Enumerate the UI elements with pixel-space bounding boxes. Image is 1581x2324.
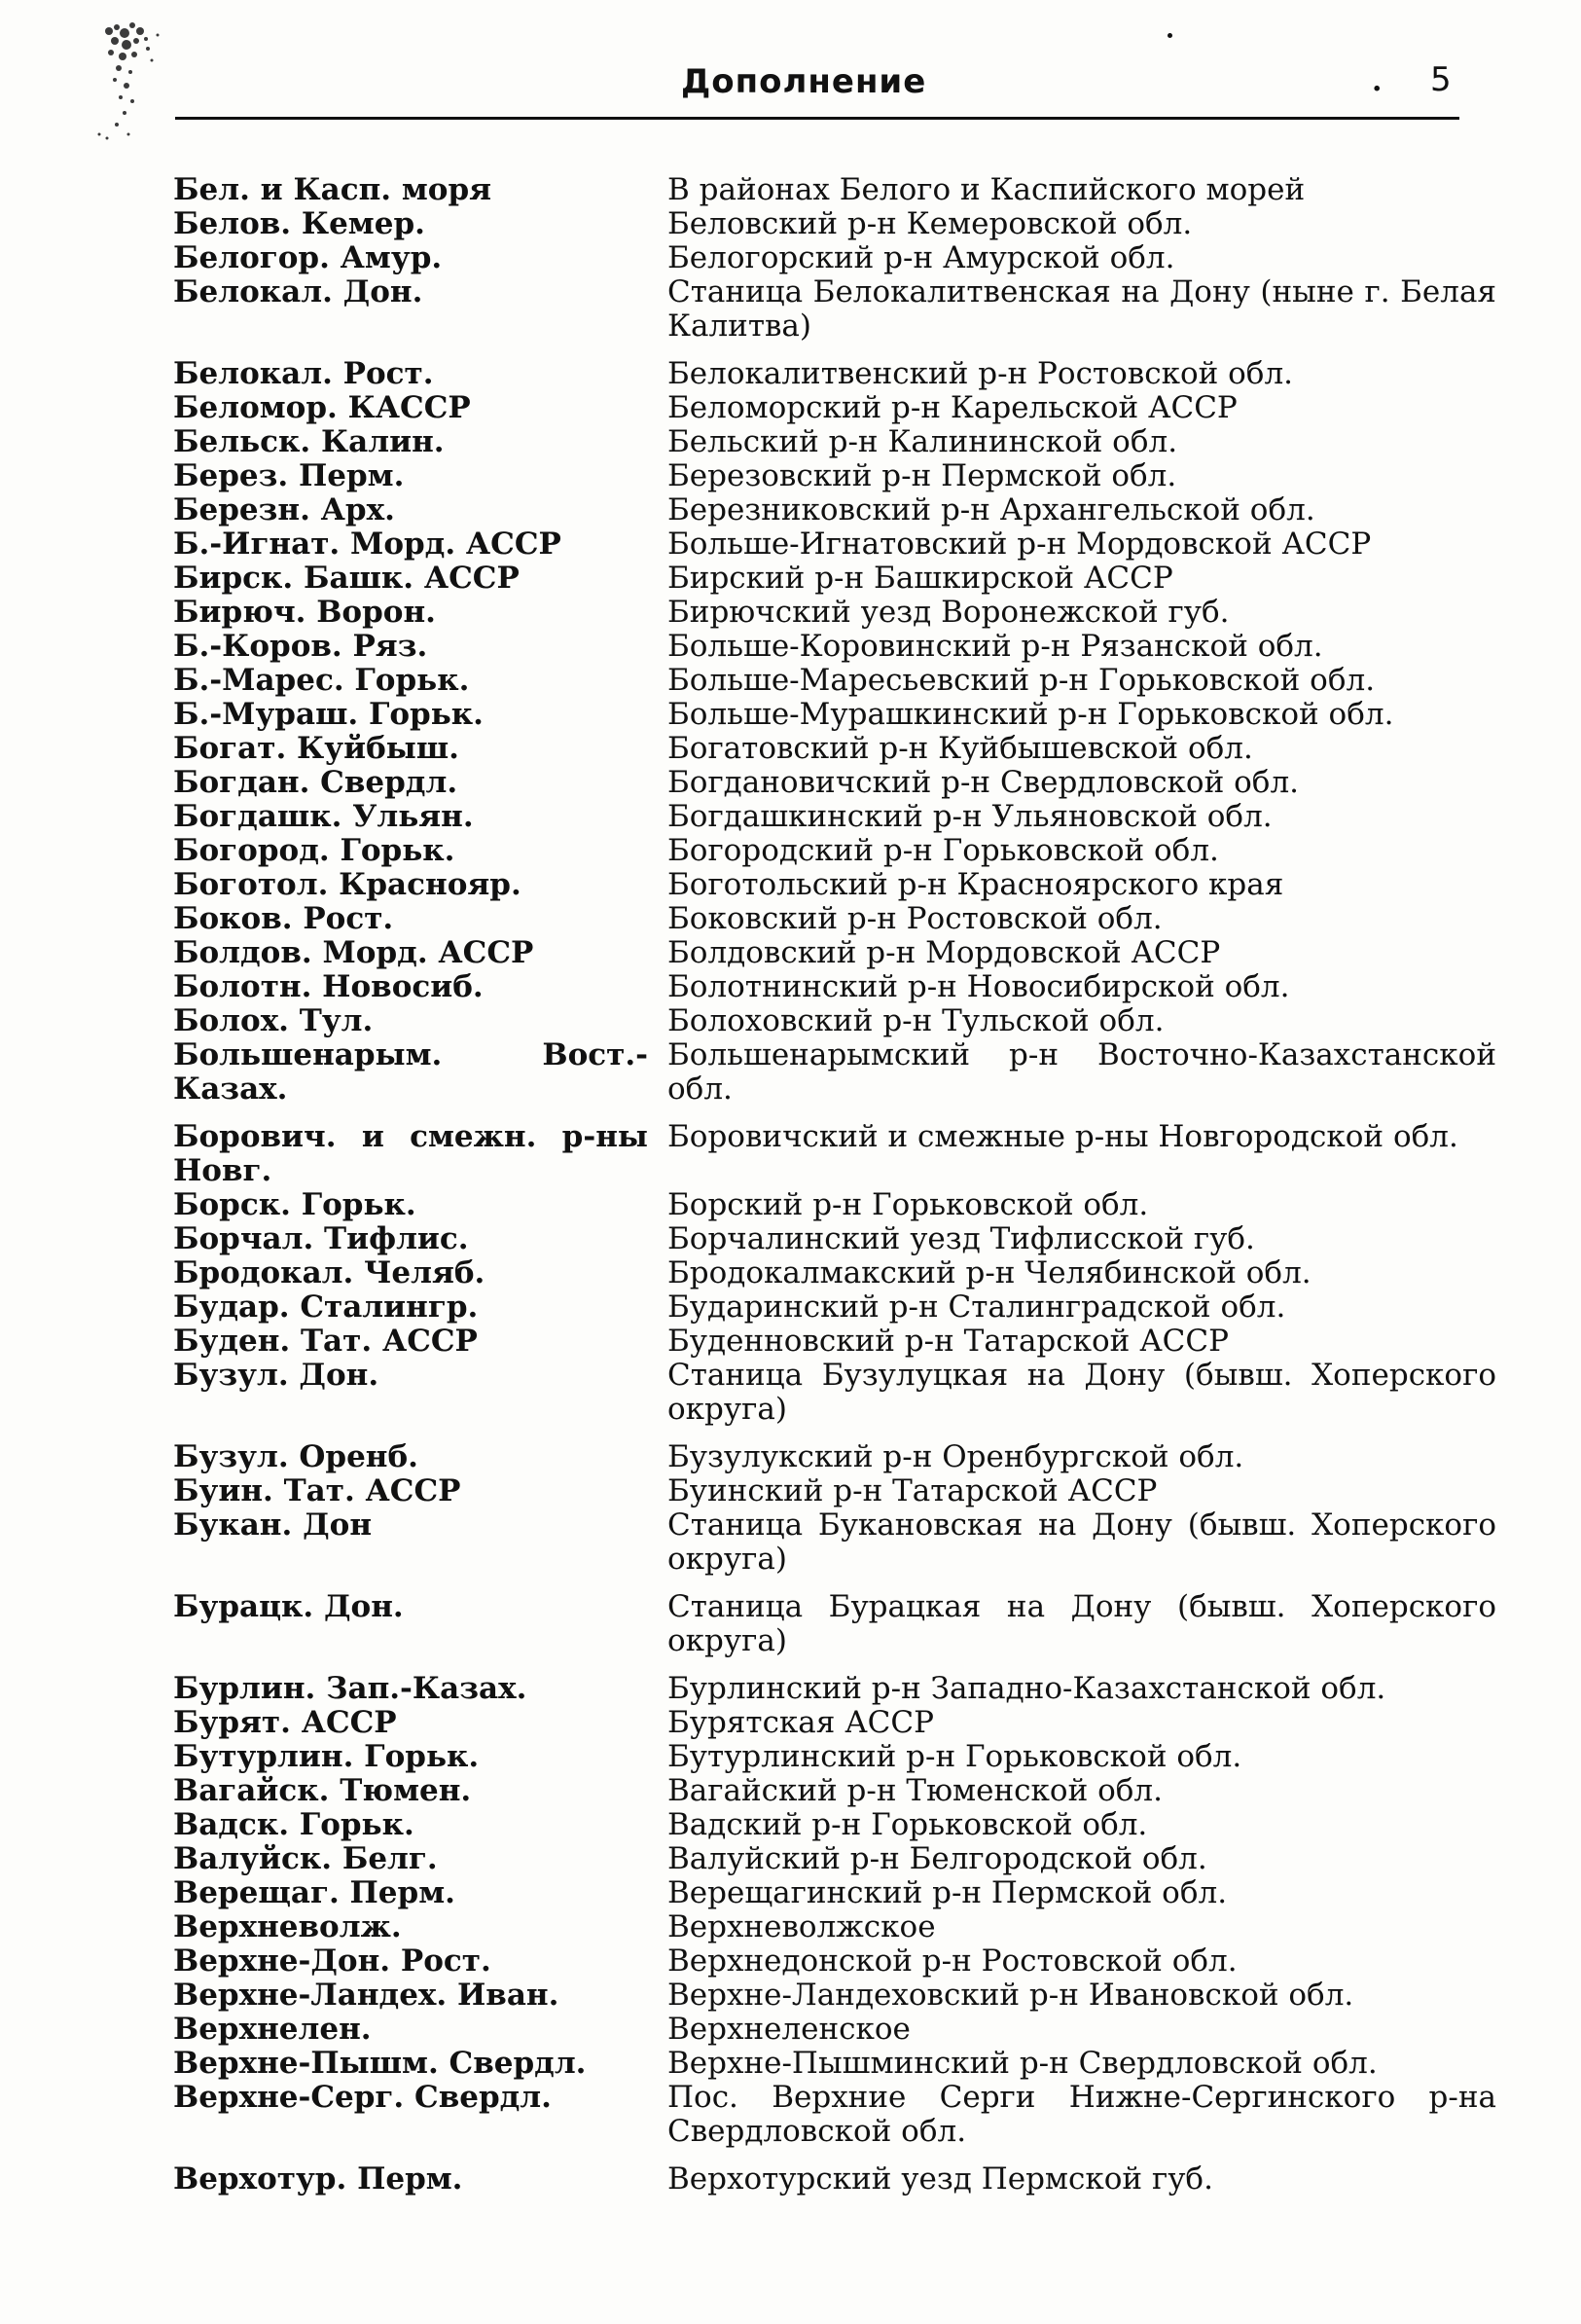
- entry-abbreviation: Белокал. Дон.: [173, 274, 423, 309]
- list-item: [173, 800, 1496, 834]
- entry-expansion: Березовский р-н Пермской обл.: [667, 458, 1177, 493]
- entry-expansion: Вагайский р-н Тюменской обл.: [667, 1773, 1163, 1808]
- entry-abbreviation: Беломор. КАССР: [173, 390, 471, 425]
- list-item: [173, 1508, 1496, 1577]
- entry-expansion: Верещагинский р-н Пермской обл.: [667, 1875, 1228, 1910]
- entry-abbreviation: Вадск. Горьк.: [173, 1807, 414, 1842]
- entry-abbreviation: Вагайск. Тюмен.: [173, 1773, 472, 1808]
- list-item: [173, 834, 1496, 868]
- list-item: [173, 1188, 1496, 1222]
- entry-abbreviation: Болох. Тул.: [173, 1003, 374, 1038]
- page-header: [175, 58, 1459, 119]
- entry-expansion: Боровичский и смежные р-ны Новгородской обл.: [667, 1119, 1458, 1154]
- list-item: [173, 493, 1496, 527]
- entry-expansion: Верхнеленское: [667, 2012, 911, 2047]
- list-item: [173, 1256, 1496, 1290]
- entry-abbreviation: Б.-Коров. Ряз.: [173, 629, 428, 664]
- entry-abbreviation: Болдов. Морд. АССР: [173, 935, 534, 970]
- entry-expansion: Бирский р-н Башкирской АССР: [667, 561, 1173, 596]
- list-item: [173, 1440, 1496, 1474]
- list-item: [173, 630, 1496, 664]
- entry-expansion: Бударинский р-н Сталинградской обл.: [667, 1289, 1286, 1325]
- entry-abbreviation: Бирск. Башк. АССР: [173, 561, 520, 596]
- entry-abbreviation: Верхневолж.: [173, 1909, 402, 1944]
- entry-abbreviation: Верещаг. Перм.: [173, 1875, 455, 1910]
- entry-expansion: Больше-Маресьевский р-н Горьковской обл.: [667, 663, 1376, 698]
- entry-abbreviation: Бурлин. Зап.-Казах.: [173, 1671, 527, 1706]
- abbreviation-list: [173, 173, 1496, 2197]
- entry-expansion: Буденновский р-н Татарской АССР: [667, 1324, 1229, 1359]
- list-item: [173, 902, 1496, 936]
- list-item: [173, 1842, 1496, 1876]
- entry-expansion: Валуйский р-н Белгородской обл.: [667, 1841, 1207, 1876]
- entry-expansion: Бродокалмакский р-н Челябинской обл.: [667, 1255, 1312, 1290]
- entry-abbreviation: Бутурлин. Горьк.: [173, 1739, 480, 1774]
- list-item: [173, 241, 1496, 275]
- list-item: [173, 1474, 1496, 1508]
- entry-abbreviation: Белогор. Амур.: [173, 240, 443, 275]
- list-item: [173, 1325, 1496, 1359]
- entry-abbreviation: Борчал. Тифлис.: [173, 1221, 469, 1256]
- entry-expansion: Больше-Игнатовский р-н Мордовской АССР: [667, 527, 1372, 562]
- entry-expansion: Белокалитвенский р-н Ростовской обл.: [667, 356, 1293, 391]
- list-item: [173, 527, 1496, 562]
- entry-expansion: Болдовский р-н Мордовской АССР: [667, 935, 1221, 970]
- list-item: [173, 596, 1496, 630]
- entry-expansion: Верхотурский уезд Пермской губ.: [667, 2161, 1213, 2197]
- entry-abbreviation: Будар. Сталингр.: [173, 1289, 479, 1325]
- entry-abbreviation: Березн. Арх.: [173, 492, 395, 527]
- entry-abbreviation: Белов. Кемер.: [173, 206, 425, 241]
- entry-expansion: Пос. Верхние Серги Нижне-Сергинского р-на Свердловской обл.: [667, 2080, 1496, 2149]
- entry-expansion: Станица Букановская на Дону (бывш. Хоперского округа): [667, 1507, 1496, 1577]
- entry-abbreviation: Буден. Тат. АССР: [173, 1324, 478, 1359]
- entry-expansion: Станица Белокалитвенская на Дону (ныне г. Белая Калитва): [667, 274, 1496, 344]
- entry-expansion: Болотнинский р-н Новосибирской обл.: [667, 969, 1290, 1004]
- entry-abbreviation: Бурят. АССР: [173, 1705, 397, 1740]
- entry-expansion: Бельский р-н Калининской обл.: [667, 424, 1178, 459]
- entry-abbreviation: Бузул. Дон.: [173, 1358, 379, 1393]
- header-rule: [175, 117, 1459, 120]
- entry-abbreviation: Б.-Марес. Горьк.: [173, 663, 470, 698]
- stray-ink-dot: [1168, 33, 1172, 38]
- list-item: [173, 1004, 1496, 1038]
- entry-expansion: В районах Белого и Каспийского морей: [667, 172, 1306, 207]
- list-item: [173, 275, 1496, 344]
- entry-expansion: Бутурлинский р-н Горьковской обл.: [667, 1739, 1242, 1774]
- entry-expansion: Борчалинский уезд Тифлисской губ.: [667, 1221, 1255, 1256]
- entry-expansion: Белогорский р-н Амурской обл.: [667, 240, 1175, 275]
- entry-abbreviation: Бирюч. Ворон.: [173, 595, 436, 630]
- entry-expansion: Большенарымский р-н Восточно-Казахстанской обл.: [667, 1037, 1496, 1107]
- list-item: [173, 562, 1496, 596]
- list-item: [173, 1290, 1496, 1325]
- entry-abbreviation: Богат. Куйбыш.: [173, 731, 459, 766]
- entry-abbreviation: Верхне-Дон. Рост.: [173, 1943, 491, 1979]
- list-item: [173, 207, 1496, 241]
- entry-abbreviation: Большенарым. Вост.-Казах.: [173, 1037, 648, 1107]
- entry-expansion: Богдашкинский р-н Ульяновской обл.: [667, 799, 1273, 834]
- entry-abbreviation: Боков. Рост.: [173, 901, 394, 936]
- entry-abbreviation: Верхне-Серг. Свердл.: [173, 2080, 552, 2115]
- list-item: [173, 391, 1496, 425]
- list-item: [173, 1740, 1496, 1774]
- entry-expansion: Больше-Коровинский р-н Рязанской обл.: [667, 629, 1323, 664]
- list-item: [173, 664, 1496, 698]
- entry-expansion: Бирючский уезд Воронежской губ.: [667, 595, 1230, 630]
- entry-abbreviation: Верхне-Ландех. Иван.: [173, 1978, 559, 2013]
- entry-expansion: Беловский р-н Кемеровской обл.: [667, 206, 1193, 241]
- list-item: [173, 1706, 1496, 1740]
- list-item: [173, 1590, 1496, 1658]
- entry-abbreviation: Бузул. Оренб.: [173, 1439, 418, 1474]
- entry-abbreviation: Б.-Игнат. Морд. АССР: [173, 527, 561, 562]
- entry-expansion: Вадский р-н Горьковской обл.: [667, 1807, 1148, 1842]
- list-item: [173, 425, 1496, 459]
- list-item: [173, 1876, 1496, 1910]
- list-item: [173, 1120, 1496, 1188]
- entry-expansion: Богдановичский р-н Свердловской обл.: [667, 765, 1299, 800]
- list-item: [173, 868, 1496, 902]
- list-item: [173, 2013, 1496, 2047]
- header-separator: .: [1372, 64, 1383, 98]
- entry-expansion: Богатовский р-н Куйбышевской обл.: [667, 731, 1253, 766]
- entry-abbreviation: Борск. Горьк.: [173, 1187, 416, 1222]
- entry-abbreviation: Верхнелен.: [173, 2012, 372, 2047]
- entry-abbreviation: Богдан. Свердл.: [173, 765, 458, 800]
- list-item: [173, 2081, 1496, 2149]
- entry-abbreviation: Верхне-Пышм. Свердл.: [173, 2046, 587, 2081]
- page-title: Дополнение: [681, 62, 927, 101]
- entry-expansion: Верхневолжское: [667, 1909, 936, 1944]
- entry-abbreviation: Бел. и Касп. моря: [173, 172, 492, 207]
- list-item: [173, 1774, 1496, 1808]
- list-item: [173, 2162, 1496, 2197]
- list-item: [173, 698, 1496, 732]
- entry-abbreviation: Борович. и смежн. р-ны Новг.: [173, 1119, 648, 1188]
- entry-expansion: Больше-Мурашкинский р-н Горьковской обл.: [667, 697, 1394, 732]
- entry-abbreviation: Берез. Перм.: [173, 458, 405, 493]
- list-item: [173, 1979, 1496, 2013]
- list-item: [173, 1808, 1496, 1842]
- entry-abbreviation: Буин. Тат. АССР: [173, 1473, 461, 1508]
- entry-abbreviation: Валуйск. Белг.: [173, 1841, 438, 1876]
- entry-abbreviation: Богород. Горьк.: [173, 833, 455, 868]
- entry-abbreviation: Бурацк. Дон.: [173, 1589, 404, 1624]
- entry-expansion: Болоховский р-н Тульской обл.: [667, 1003, 1165, 1038]
- entry-expansion: Беломорский р-н Карельской АССР: [667, 390, 1238, 425]
- list-item: [173, 936, 1496, 970]
- list-item: [173, 1910, 1496, 1944]
- list-item: [173, 1222, 1496, 1256]
- page-number: 5: [1430, 60, 1452, 99]
- list-item: [173, 1359, 1496, 1427]
- entry-expansion: Боковский р-н Ростовской обл.: [667, 901, 1163, 936]
- list-item: [173, 766, 1496, 800]
- entry-expansion: Верхне-Пышминский р-н Свердловской обл.: [667, 2046, 1378, 2081]
- entry-abbreviation: Богдашк. Ульян.: [173, 799, 474, 834]
- entry-expansion: Верхне-Ландеховский р-н Ивановской обл.: [667, 1978, 1354, 2013]
- entry-expansion: Станица Бузулуцкая на Дону (бывш. Хоперского округа): [667, 1358, 1496, 1427]
- entry-expansion: Березниковский р-н Архангельской обл.: [667, 492, 1315, 527]
- entry-expansion: Бурлинский р-н Западно-Казахстанской обл.: [667, 1671, 1386, 1706]
- entry-abbreviation: Бельск. Калин.: [173, 424, 445, 459]
- entry-expansion: Верхнедонской р-н Ростовской обл.: [667, 1943, 1238, 1979]
- list-item: [173, 1038, 1496, 1107]
- entry-abbreviation: Б.-Мураш. Горьк.: [173, 697, 484, 732]
- entry-abbreviation: Бродокал. Челяб.: [173, 1255, 485, 1290]
- entry-abbreviation: Белокал. Рост.: [173, 356, 434, 391]
- list-item: [173, 173, 1496, 207]
- entry-abbreviation: Верхотур. Перм.: [173, 2161, 463, 2197]
- list-item: [173, 357, 1496, 391]
- entry-expansion: Бузулукский р-н Оренбургской обл.: [667, 1439, 1244, 1474]
- entry-abbreviation: Болотн. Новосиб.: [173, 969, 484, 1004]
- list-item: [173, 459, 1496, 493]
- entry-abbreviation: Боготол. Краснояр.: [173, 867, 521, 902]
- entry-expansion: Борский р-н Горьковской обл.: [667, 1187, 1149, 1222]
- list-item: [173, 1944, 1496, 1979]
- entry-expansion: Боготольский р-н Красноярского края: [667, 867, 1284, 902]
- list-item: [173, 970, 1496, 1004]
- list-item: [173, 1672, 1496, 1706]
- entry-expansion: Богородский р-н Горьковской обл.: [667, 833, 1219, 868]
- entry-expansion: Буинский р-н Татарской АССР: [667, 1473, 1158, 1508]
- entry-expansion: Станица Бурацкая на Дону (бывш. Хоперского округа): [667, 1589, 1496, 1658]
- entry-expansion: Бурятская АССР: [667, 1705, 934, 1740]
- list-item: [173, 732, 1496, 766]
- entry-abbreviation: Букан. Дон: [173, 1507, 373, 1543]
- list-item: [173, 2047, 1496, 2081]
